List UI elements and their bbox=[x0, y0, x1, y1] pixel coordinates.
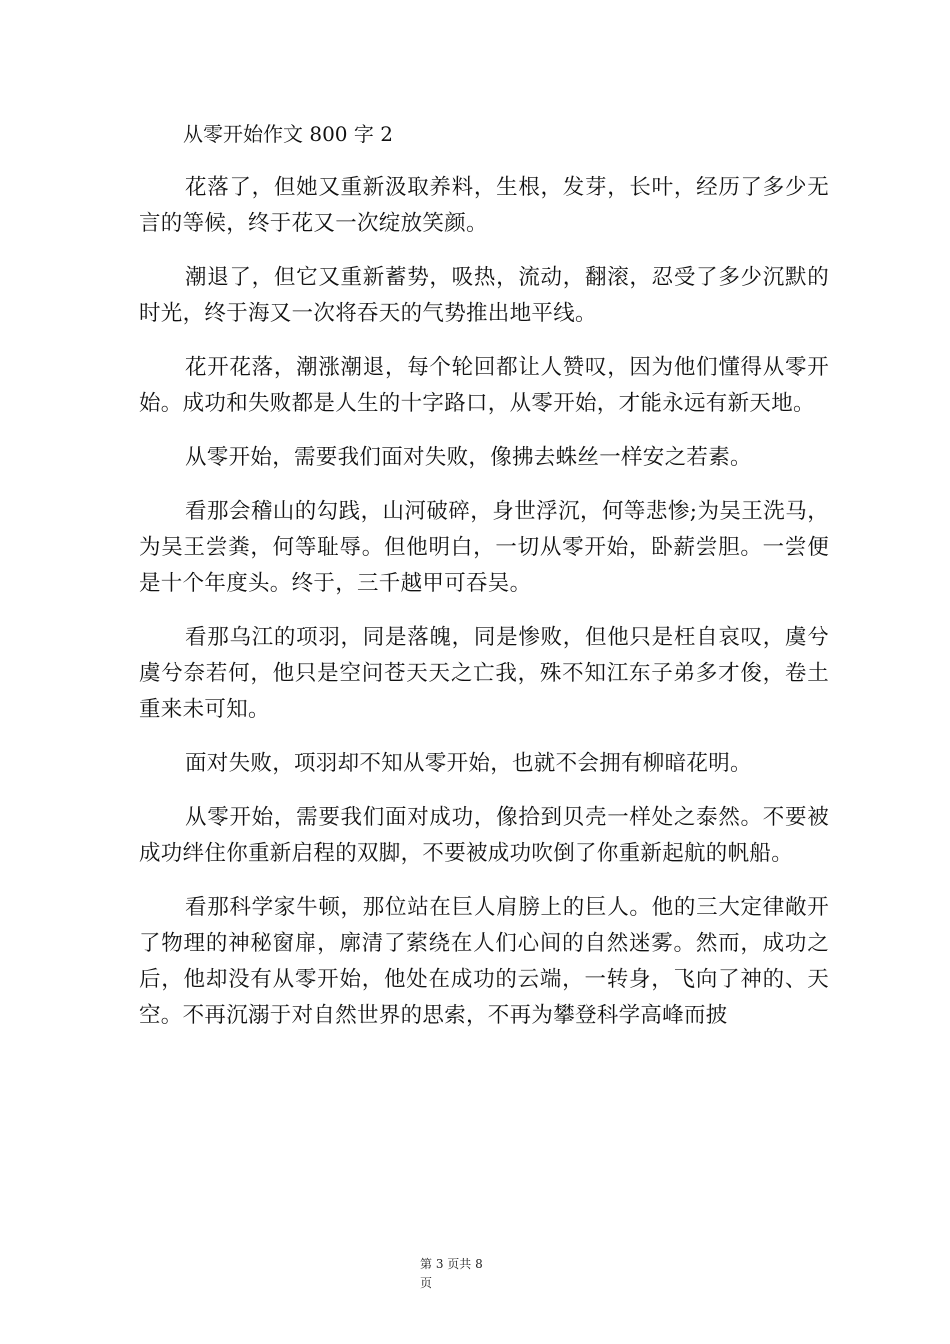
page-number-line-1: 第 3 页共 8 bbox=[420, 1257, 483, 1271]
paragraph-1: 花落了，但她又重新汲取养料，生根，发芽，长叶，经历了多少无言的等候，终于花又一次绽放笑颜。 bbox=[139, 175, 829, 236]
page-number-line-2: 页 bbox=[420, 1276, 433, 1290]
paragraph-5: 看那会稽山的勾践，山河破碎，身世浮沉，何等悲惨;为吴王洗马，为吴王尝粪，何等耻辱。但他明白，一切从零开始，卧薪尝胆。一尝便是十个年度头。终于，三千越甲可吞吴。 bbox=[139, 499, 829, 596]
document-body bbox=[139, 116, 829, 1052]
paragraph-2: 潮退了，但它又重新蓄势，吸热，流动，翻滚，忍受了多少沉默的时光，终于海又一次将吞天的气势推出地平线。 bbox=[139, 265, 829, 326]
essay-title: 从零开始作文 800 字 2 bbox=[183, 122, 393, 146]
paragraph-7: 面对失败，项羽却不知从零开始，也就不会拥有柳暗花明。 bbox=[185, 751, 752, 776]
paragraph-6: 看那乌江的项羽，同是落魄，同是惨败，但他只是枉自哀叹，虞兮虞兮奈若何，他只是空问苍天天之亡我，殊不知江东子弟多才俊，卷土重来未可知。 bbox=[139, 625, 829, 722]
paragraph-8: 从零开始，需要我们面对成功，像拾到贝壳一样处之泰然。不要被成功绊住你重新启程的双脚，不要被成功吹倒了你重新起航的帆船。 bbox=[139, 805, 829, 866]
page-number-footer bbox=[420, 1255, 530, 1293]
paragraph-9: 看那科学家牛顿，那位站在巨人肩膀上的巨人。他的三大定律敞开了物理的神秘窗扉，廓清了萦绕在人们心间的自然迷雾。然而，成功之后，他却没有从零开始，他处在成功的云端，一转身，飞向了神的、天空。不再沉溺于对自然世界的思索，不再为攀登科学高峰而披 bbox=[139, 895, 829, 1028]
paragraph-4: 从零开始，需要我们面对失败，像拂去蛛丝一样安之若素。 bbox=[185, 445, 752, 470]
paragraph-3: 花开花落，潮涨潮退，每个轮回都让人赞叹，因为他们懂得从零开始。成功和失败都是人生的十字路口，从零开始，才能永远有新天地。 bbox=[139, 355, 829, 416]
